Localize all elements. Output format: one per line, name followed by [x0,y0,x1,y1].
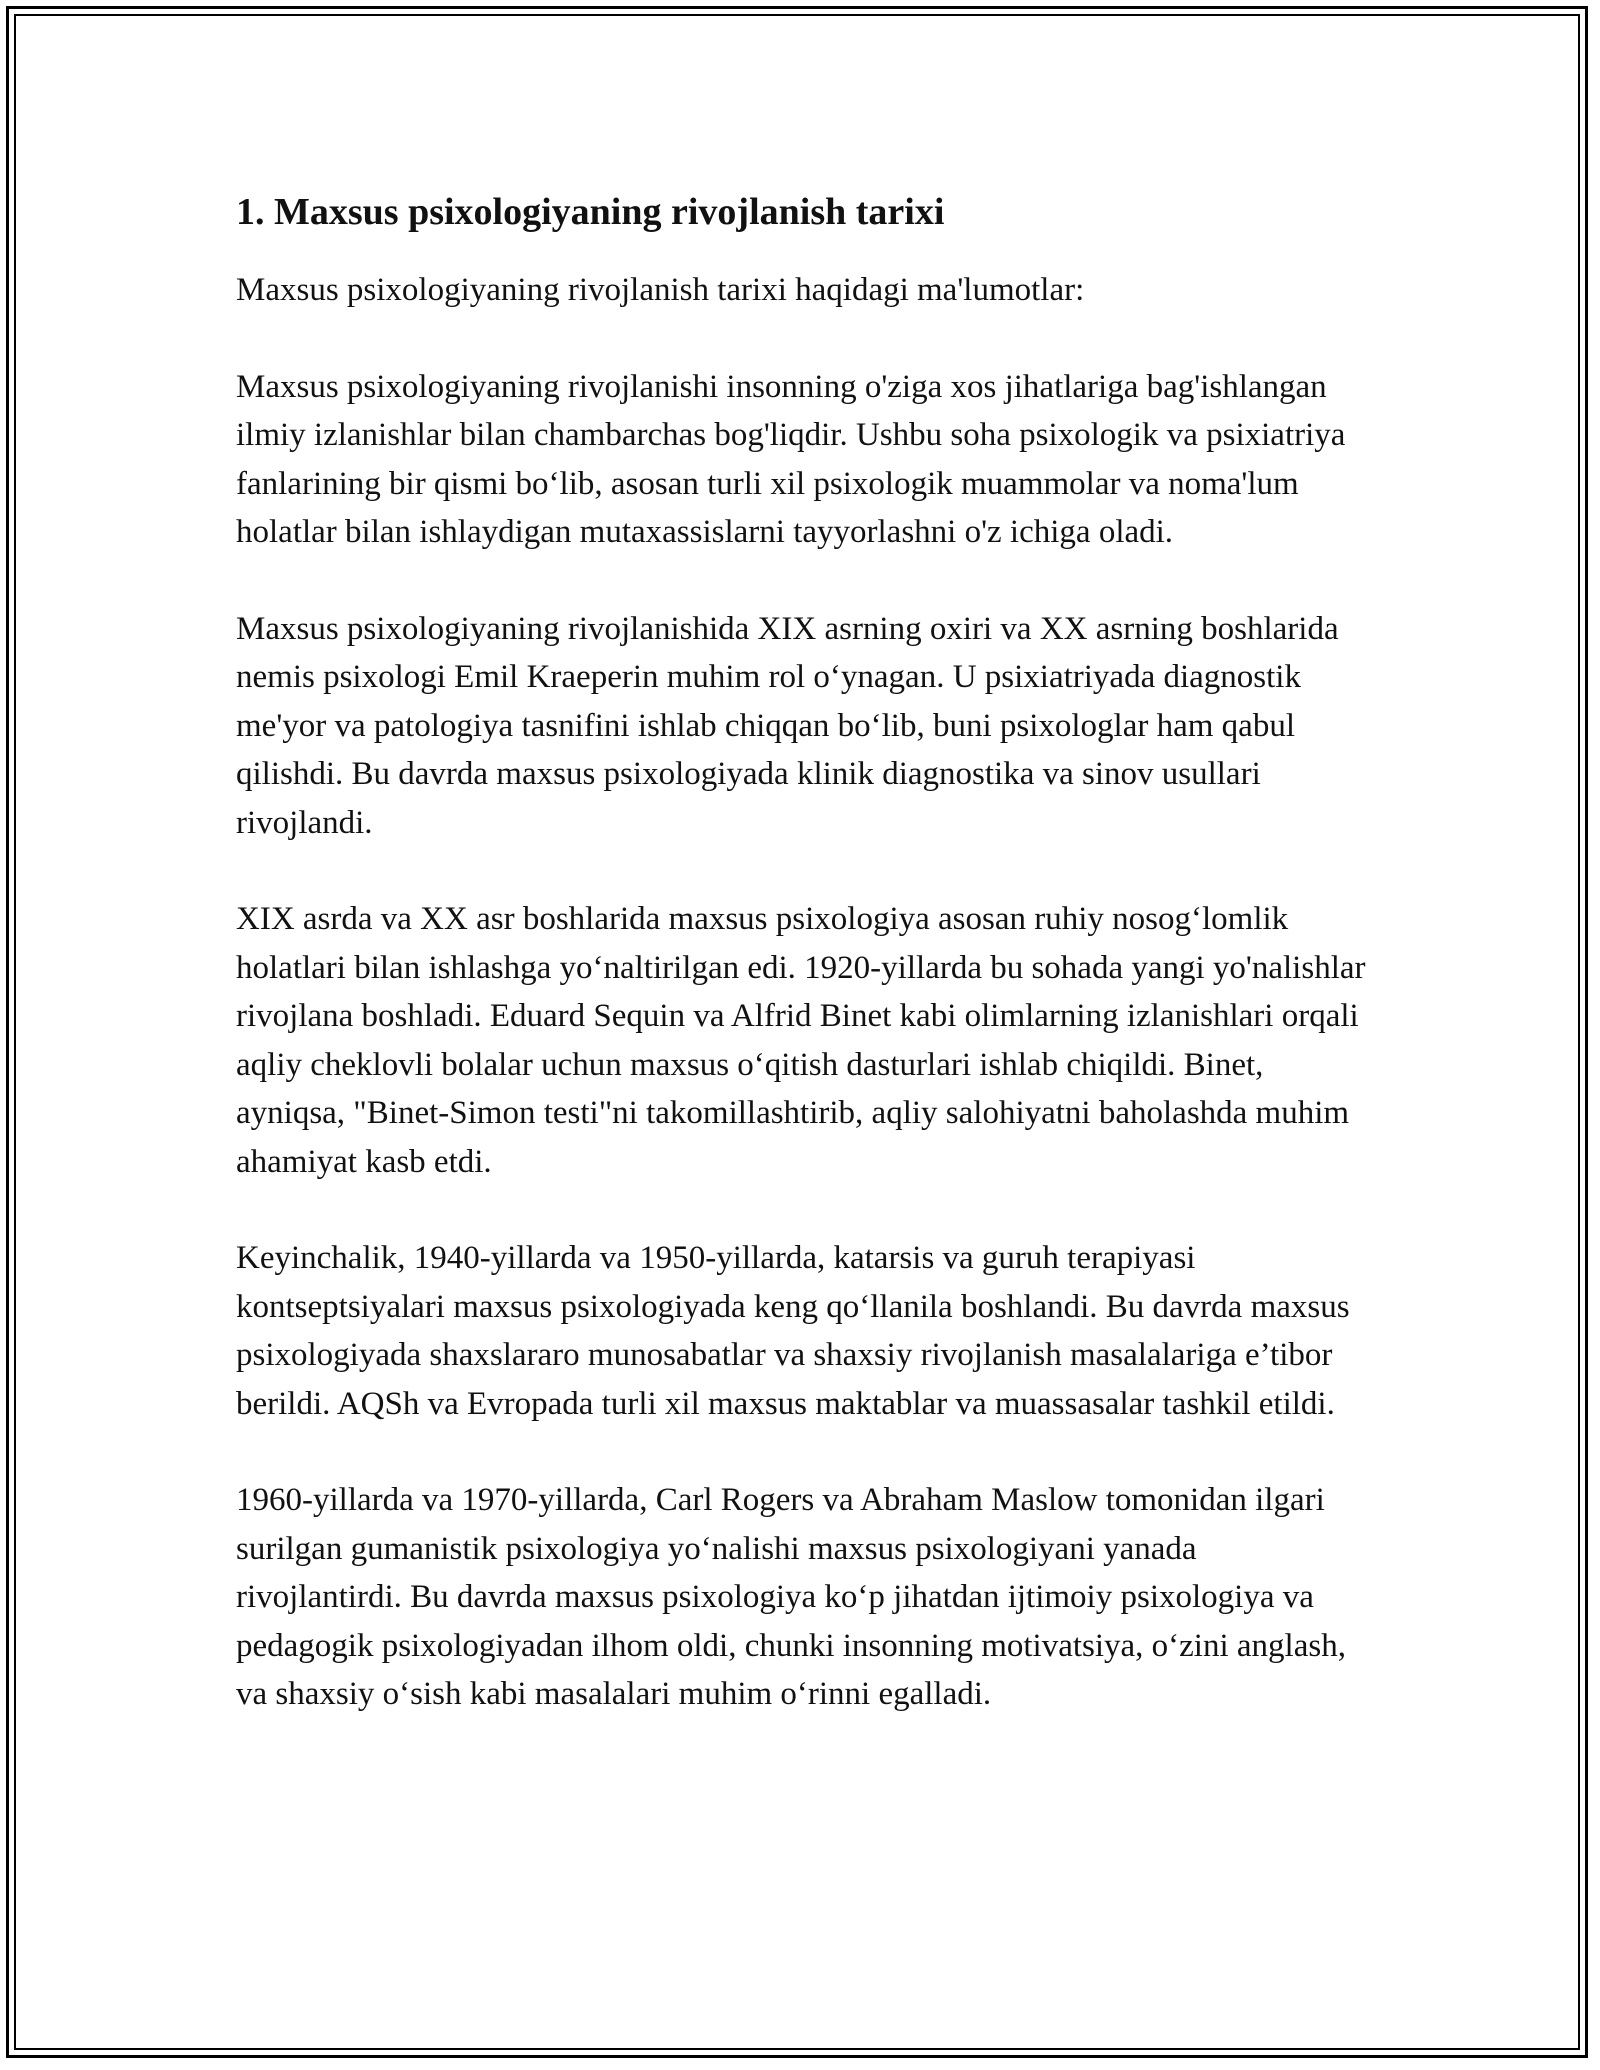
paragraph-1940s-1950s: Keyinchalik, 1940-yillarda va 1950-yillarda, katarsis va guruh terapiyasi kontseptsiyalari maxsus psixologiyada keng qo‘llanila boshlandi. Bu davrda maxsus psixologiyada shaxslararo munosabatlar va shaxsiy rivojlanish masalalariga e’tibor berildi. AQSh va Evropada turli xil maxsus maktablar va muassasalar tashkil etildi. [236,1240,1350,1422]
paragraph-kraepelin: Maxsus psixologiyaning rivojlanishida XIX asrning oxiri va XX asrning boshlarida nemis psixologi Emil Kraeperin muhim rol o‘ynagan. U psixiatriyada diagnostik me'yor va patologiya tasnifini ishlab chiqqan bo‘lib, buni psixologlar ham qabul qilishdi. Bu davrda maxsus psixologiyada klinik diagnostika va sinov usullari rivojlandi. [236,610,1339,841]
document-body [236,188,1366,1767]
section-heading: 1. Maxsus psixologiyaning rivojlanish tarixi [236,191,945,233]
paragraph-intro: Maxsus psixologiyaning rivojlanish tarixi haqidagi ma'lumotlar: [236,272,1085,308]
paragraph-overview: Maxsus psixologiyaning rivojlanishi insonning o'ziga xos jihatlariga bag'ishlangan ilmiy izlanishlar bilan chambarchas bog'liqdir. Ushbu soha psixologik va psixiatriya fanlarining bir qismi bo‘lib, asosan turli xil psixologik muammolar va noma'lum holatlar bilan ishlaydigan mutaxassislarni tayyorlashni o'z ichiga oladi. [236,368,1346,550]
paragraph-1960s-1970s: 1960-yillarda va 1970-yillarda, Carl Rogers va Abraham Maslow tomonidan ilgari surilgan gumanistik psixologiya yo‘nalishi maxsus psixologiyani yanada rivojlantirdi. Bu davrda maxsus psixologiya ko‘p jihatdan ijtimoiy psixologiya va pedagogik psixologiyadan ilhom oldi, chunki insonning motivatsiya, o‘zini anglash, va shaxsiy o‘sish kabi masalalari muhim o‘rinni egalladi. [236,1482,1346,1712]
paragraph-early-20th-century: XIX asrda va XX asr boshlarida maxsus psixologiya asosan ruhiy nosog‘lomlik holatlari bilan ishlashga yo‘naltirilgan edi. 1920-yillarda bu sohada yangi yo'nalishlar rivojlana boshladi. Eduard Sequin va Alfrid Binet kabi olimlarning izlanishlari orqali aqliy cheklovli bolalar uchun maxsus o‘qitish dasturlari ishlab chiqildi. Binet, ayniqsa, "Binet-Simon testi"ni takomillashtirib, aqliy salohiyatni baholashda muhim ahamiyat kasb etdi. [236,901,1366,1180]
